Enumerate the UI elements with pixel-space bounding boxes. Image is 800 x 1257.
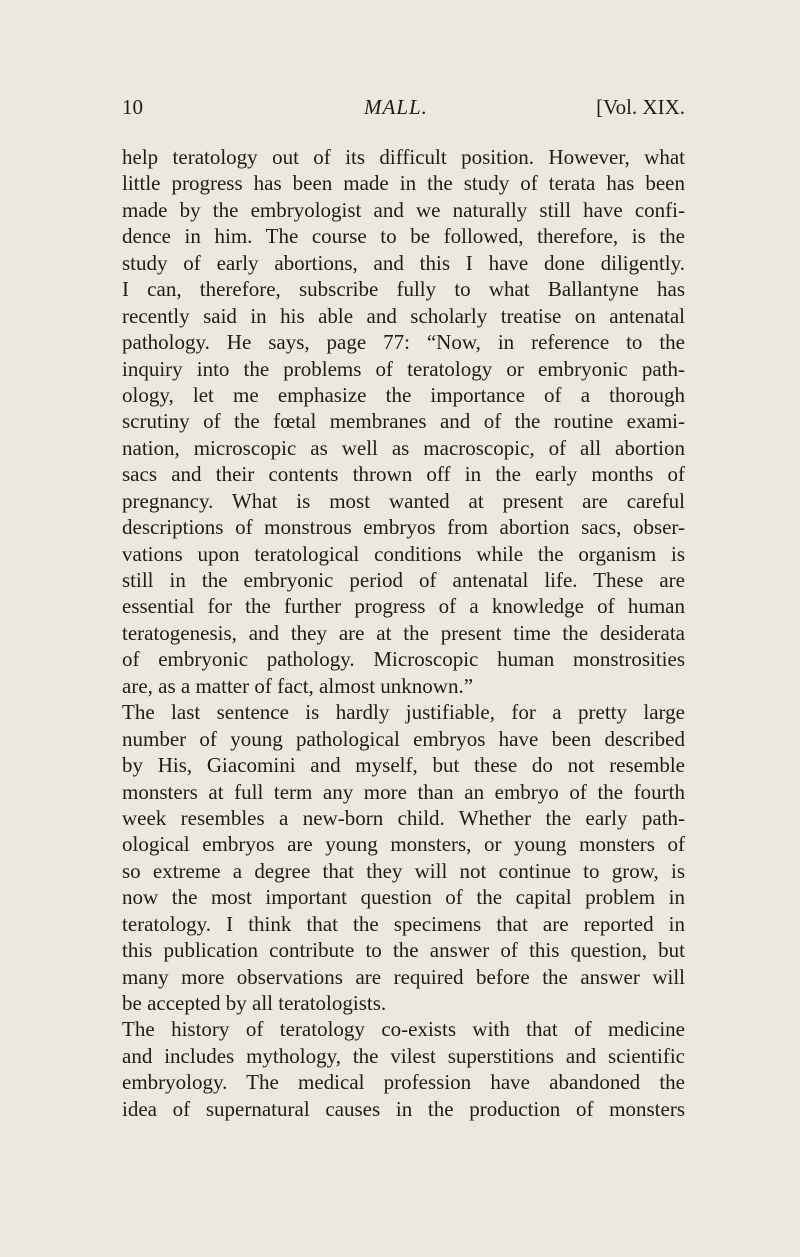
text-line: teratogenesis, and they are at the present time the desiderata <box>122 620 685 645</box>
running-title: MALL. <box>364 95 428 119</box>
text-line: pregnancy. What is most wanted at present are careful <box>122 488 685 513</box>
text-line: many more observations are required before the answer will <box>122 964 685 989</box>
text-line: nation, microscopic as well as macroscopic, of all abortion <box>122 435 685 460</box>
text-line: recently said in his able and scholarly treatise on antenatal <box>122 303 685 328</box>
text-line: of embryonic pathology. Microscopic human monstrosities <box>122 647 685 672</box>
text-line: still in the embryonic period of antenatal life. These are <box>122 568 685 592</box>
text-line: vations upon teratological conditions while the organism is <box>122 541 685 566</box>
text-line: dence in him. The course to be followed, therefore, is the <box>122 224 685 249</box>
text-line: sacs and their contents thrown off in the early months of <box>122 462 685 487</box>
text-line: so extreme a degree that they will not continue to grow, is <box>122 858 685 883</box>
text-line: this publication contribute to the answer of this question, but <box>122 938 685 963</box>
text-line: monsters at full term any more than an embryo of the fourth <box>122 779 685 804</box>
text-line: pathology. He says, page 77: “Now, in reference to the <box>122 330 685 355</box>
running-head <box>122 92 685 122</box>
text-line: help teratology out of its difficult position. However, what <box>122 145 685 169</box>
text-line: inquiry into the problems of teratology or embryonic path- <box>122 356 685 381</box>
text-line: The last sentence is hardly justifiable, for a pretty large <box>122 700 685 725</box>
body-text <box>122 144 685 1122</box>
text-line: be accepted by all teratologists. <box>122 991 387 1015</box>
text-line: number of young pathological embryos have been described <box>122 726 685 751</box>
text-line: study of early abortions, and this I have done diligently. <box>122 250 685 275</box>
text-line: teratology. I think that the specimens that are reported in <box>122 911 685 936</box>
text-line: made by the embryologist and we naturally still have confi- <box>122 197 685 222</box>
text-line: now the most important question of the capital problem in <box>122 885 685 910</box>
text-line: essential for the further progress of a knowledge of human <box>122 594 685 619</box>
text-line: week resembles a new-born child. Whether the early path- <box>122 805 685 830</box>
text-line: are, as a matter of fact, almost unknown.” <box>122 673 474 698</box>
text-line: idea of supernatural causes in the production of monsters <box>122 1096 685 1121</box>
text-line: I can, therefore, subscribe fully to what Ballantyne has <box>122 277 685 302</box>
text-line: ology, let me emphasize the importance of a thorough <box>122 382 685 407</box>
text-line: ological embryos are young monsters, or young monsters of <box>122 832 685 857</box>
text-line: descriptions of monstrous embryos from abortion sacs, obser- <box>122 515 685 540</box>
text-line: The history of teratology co-exists with that of medicine <box>122 1017 685 1042</box>
text-line: by His, Giacomini and myself, but these do not resemble <box>122 753 685 778</box>
text-line: little progress has been made in the study of terata has been <box>122 171 685 196</box>
volume-label: [Vol. XIX. <box>596 95 685 119</box>
text-line: embryology. The medical profession have abandoned the <box>122 1070 685 1095</box>
text-line: scrutiny of the fœtal membranes and of the routine exami- <box>122 409 685 434</box>
text-line: and includes mythology, the vilest superstitions and scientific <box>122 1043 685 1068</box>
page-number: 10 <box>122 95 143 119</box>
